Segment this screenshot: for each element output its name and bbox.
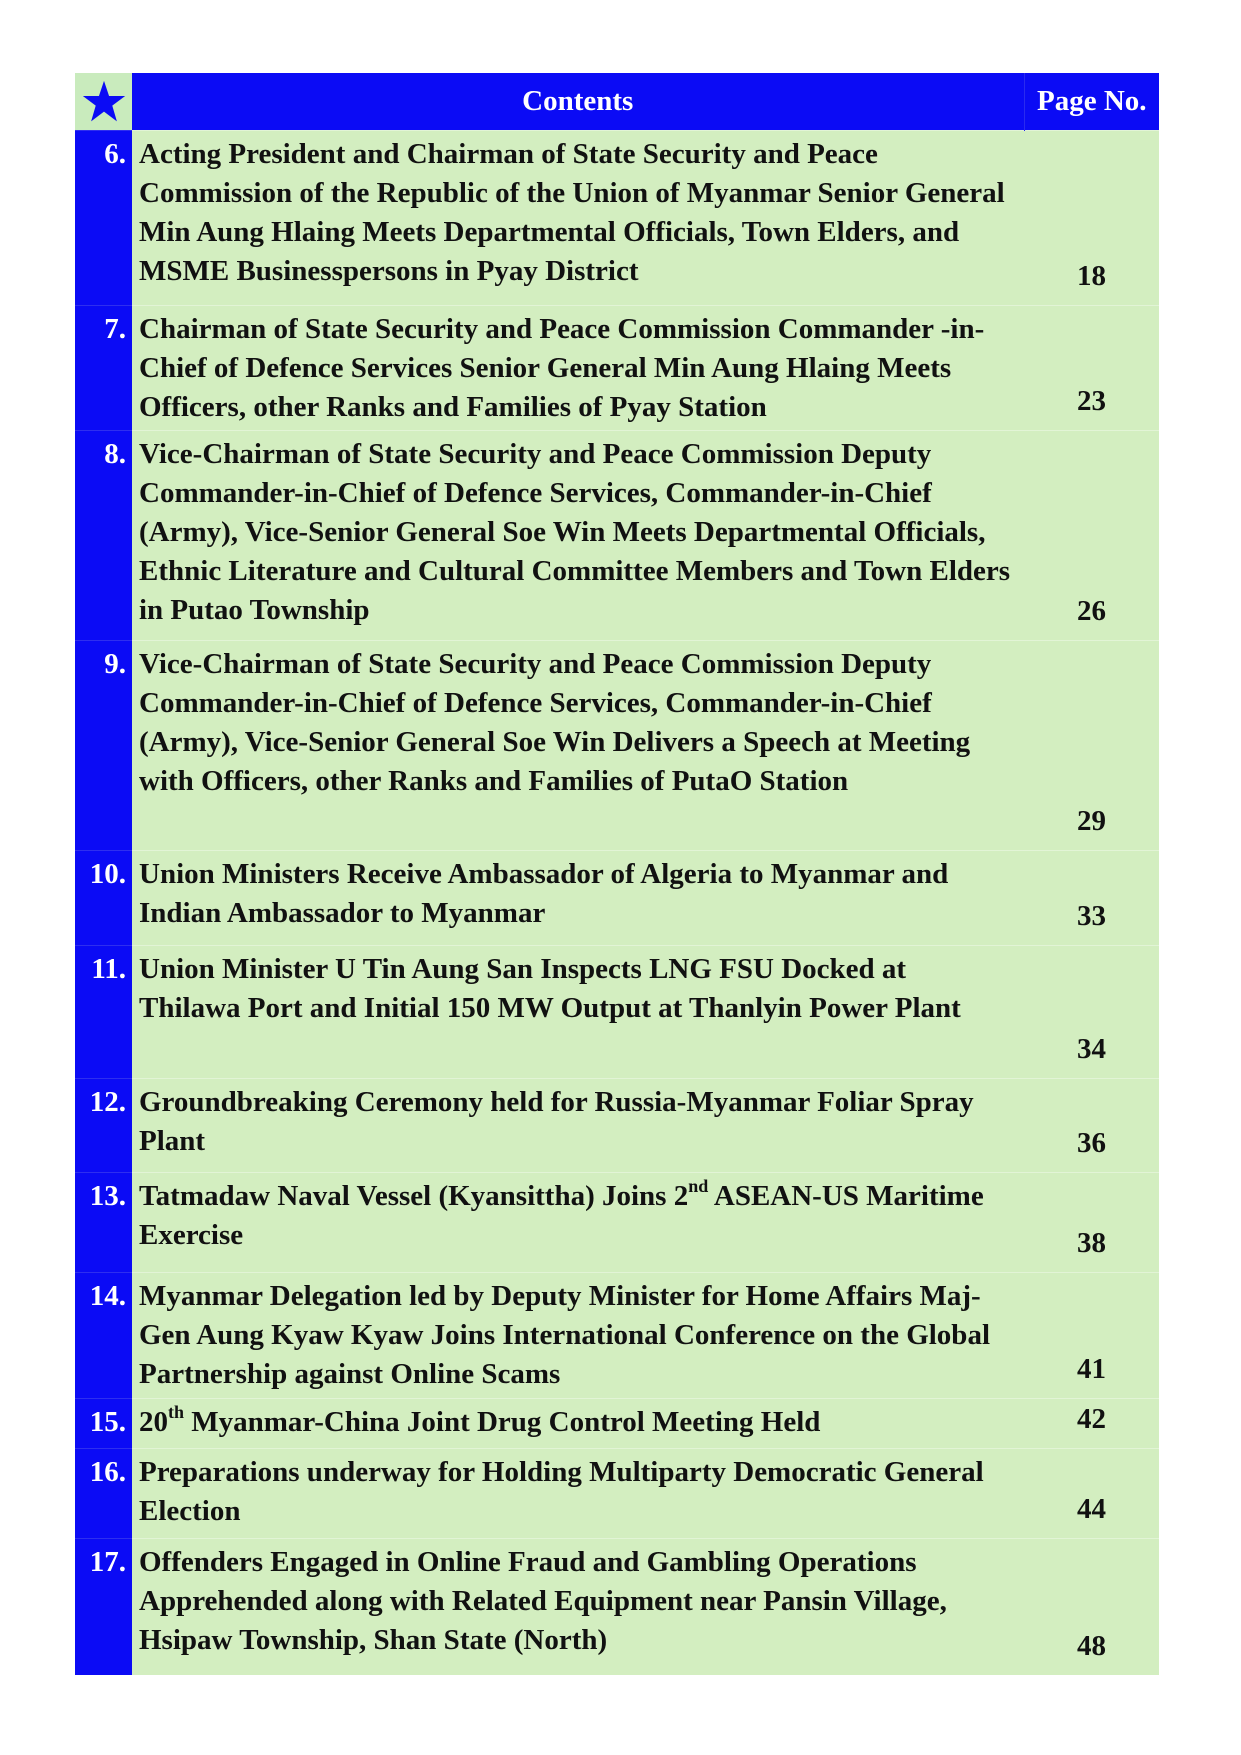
entry-page: 23 [1024,306,1159,431]
entry-page: 29 [1024,641,1159,851]
entry-title-text: Tatmadaw Naval Vessel (Kyansittha) Joins 2 [139,1180,689,1212]
toc-row[interactable] [75,431,1159,641]
entry-title[interactable]: Vice-Chairman of State Security and Peace Commission Deputy Commander-in-Chief of Defence Services, Commander-in-Chief (Army), Vice-Senior General Soe Win Delivers a Speech at Meeting with Officers, other Ranks and Families of PutaO Station [132,641,1024,851]
contents-header-row [75,73,1159,131]
entry-title[interactable]: Union Ministers Receive Ambassador of Algeria to Myanmar and Indian Ambassador to Myanmar [132,851,1024,946]
toc-row[interactable] [75,1539,1159,1675]
entry-title[interactable] [132,1399,1024,1449]
entry-number: 9. [75,641,132,851]
entry-title[interactable]: Groundbreaking Ceremony held for Russia-Myanmar Foliar Spray Plant [132,1079,1024,1173]
entry-title[interactable]: Preparations underway for Holding Multiparty Democratic General Election [132,1449,1024,1539]
entry-number: 13. [75,1173,132,1273]
page-number-heading: Page No. [1024,73,1159,131]
toc-row[interactable] [75,1399,1159,1449]
entry-title[interactable]: Chairman of State Security and Peace Commission Commander -in-Chief of Defence Services Senior General Min Aung Hlaing Meets Officers, other Ranks and Families of Pyay Station [132,306,1024,431]
entry-title[interactable]: Vice-Chairman of State Security and Peace Commission Deputy Commander-in-Chief of Defence Services, Commander-in-Chief (Army), Vice-Senior General Soe Win Meets Departmental Officials, Ethnic Literature and Cultural Committee Members and Town Elders in Putao Township [132,431,1024,641]
entry-page: 18 [1024,131,1159,306]
entry-page: 34 [1024,946,1159,1079]
entry-number: 16. [75,1449,132,1539]
contents-table [75,73,1159,1675]
entry-title[interactable]: Acting President and Chairman of State Security and Peace Commission of the Republic of the Union of Myanmar Senior General Min Aung Hlaing Meets Departmental Officials, Town Elders, and MSME Businesspersons in Pyay District [132,131,1024,306]
entry-number: 10. [75,851,132,946]
toc-row[interactable] [75,1173,1159,1273]
entry-page: 44 [1024,1449,1159,1539]
entry-number: 11. [75,946,132,1079]
star-icon [78,76,130,128]
entry-title[interactable] [132,1173,1024,1273]
toc-row[interactable] [75,641,1159,851]
contents-heading: Contents [132,73,1024,131]
header-star-cell [75,73,132,131]
toc-row[interactable] [75,946,1159,1079]
entry-title[interactable]: Union Minister U Tin Aung San Inspects LNG FSU Docked at Thilawa Port and Initial 150 MW Output at Thanlyin Power Plant [132,946,1024,1079]
entry-number: 8. [75,431,132,641]
entry-title-text: ASEAN-US Maritime Exercise [139,1180,984,1251]
entry-page: 33 [1024,851,1159,946]
toc-row[interactable] [75,131,1159,306]
entry-number: 14. [75,1273,132,1399]
entry-page: 41 [1024,1273,1159,1399]
entry-title-text: 20 [139,1406,168,1438]
entry-page: 48 [1024,1539,1159,1675]
entry-number: 6. [75,131,132,306]
entry-page: 36 [1024,1079,1159,1173]
ordinal-suffix: th [168,1402,185,1423]
entry-number: 7. [75,306,132,431]
entry-title-text: Myanmar-China Joint Drug Control Meeting Held [184,1406,821,1438]
entry-number: 17. [75,1539,132,1675]
entry-number: 12. [75,1079,132,1173]
toc-row[interactable] [75,851,1159,946]
entry-page: 26 [1024,431,1159,641]
toc-row[interactable] [75,306,1159,431]
toc-row[interactable] [75,1449,1159,1539]
toc-row[interactable] [75,1273,1159,1399]
entry-title[interactable]: Offenders Engaged in Online Fraud and Gambling Operations Apprehended along with Related Equipment near Pansin Village, Hsipaw Township, Shan State (North) [132,1539,1024,1675]
entry-title[interactable]: Myanmar Delegation led by Deputy Minister for Home Affairs Maj-Gen Aung Kyaw Kyaw Joins International Conference on the Global Partnership against Online Scams [132,1273,1024,1399]
ordinal-suffix: nd [688,1176,709,1197]
entry-number: 15. [75,1399,132,1449]
toc-row[interactable] [75,1079,1159,1173]
entry-page: 38 [1024,1173,1159,1273]
entry-page: 42 [1024,1399,1159,1449]
